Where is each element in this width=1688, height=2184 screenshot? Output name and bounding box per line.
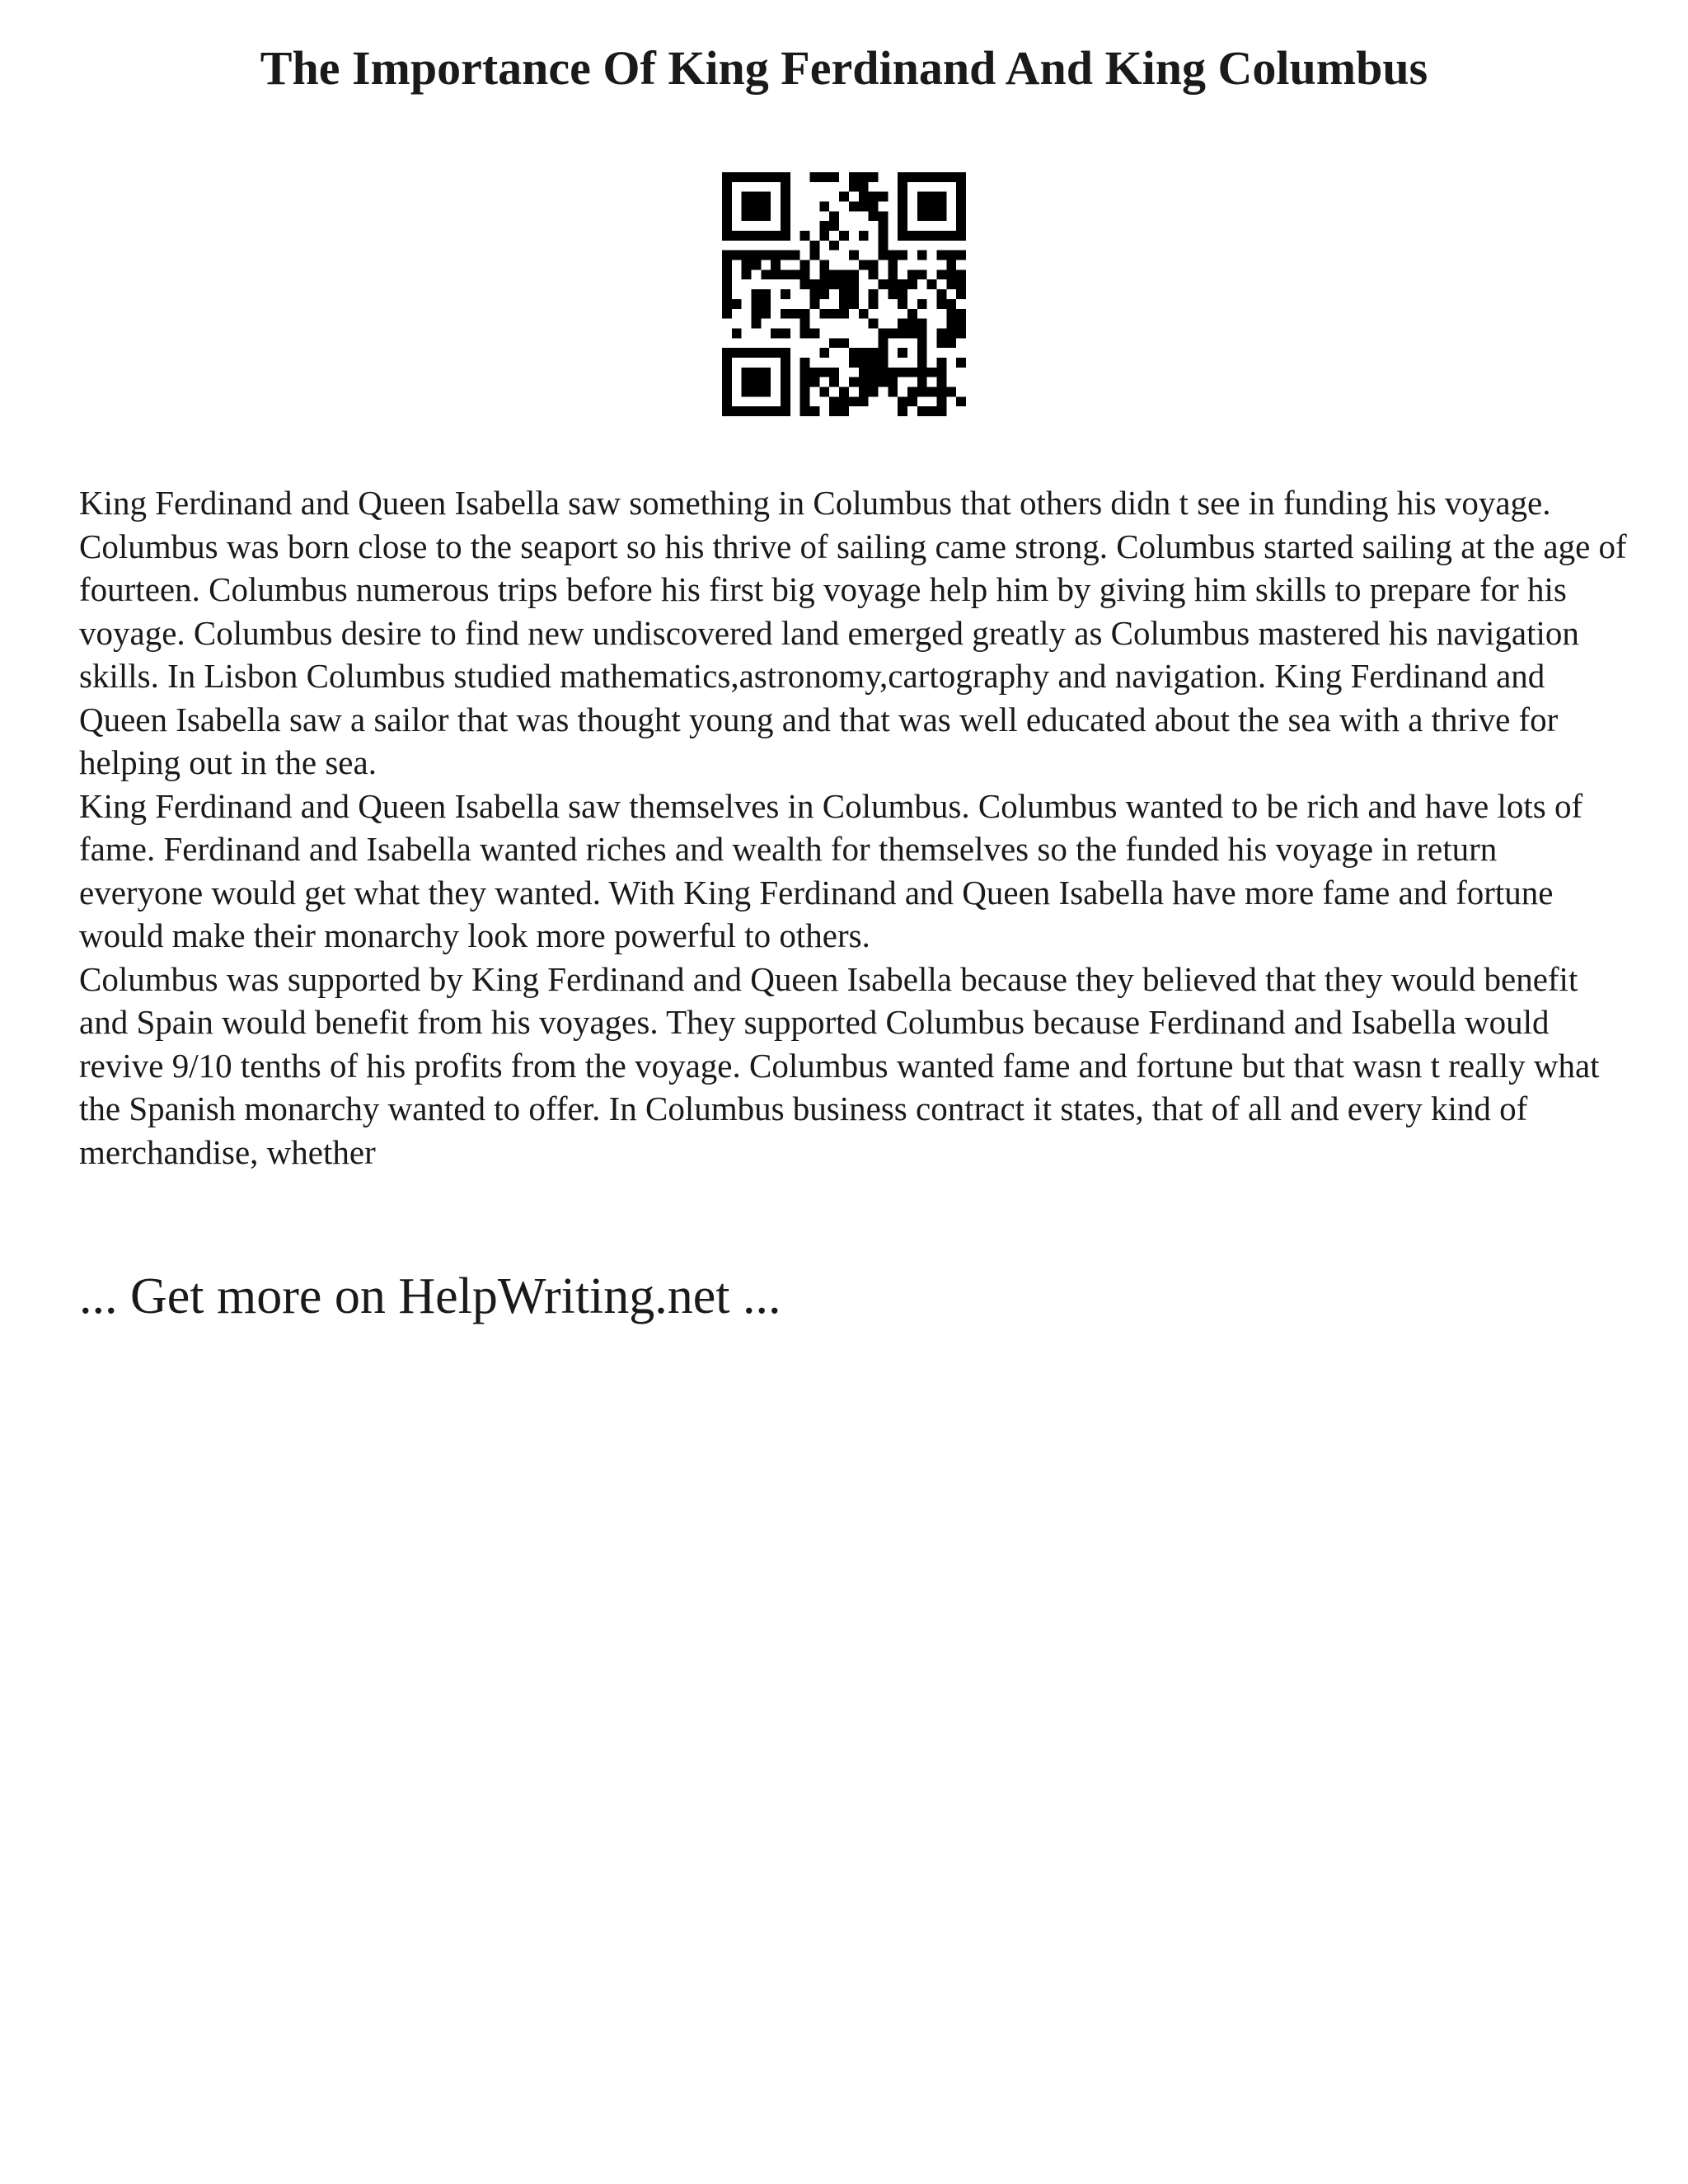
article-body	[79, 481, 1629, 1174]
paragraph: King Ferdinand and Queen Isabella saw something in Columbus that others didn t see in funding his voyage. Columbus was born close to the seaport so his thrive of sailing came strong. Columbus started sailing at the age of fourteen. Columbus numerous trips before his first big voyage help him by giving him skills to prepare for his voyage. Columbus desire to find new undiscovered land emerged greatly as Columbus mastered his navigation skills. In Lisbon Columbus studied mathematics,astronomy,cartography and navigation. King Ferdinand and Queen Isabella saw a sailor that was thought young and that was well educated about the sea with a thrive for helping out in the sea.	[79, 484, 1627, 781]
qr-code-graphic	[722, 172, 966, 416]
document-title: The Importance Of King Ferdinand And King Columbus	[260, 41, 1428, 95]
paragraph: King Ferdinand and Queen Isabella saw themselves in Columbus. Columbus wanted to be rich and have lots of fame. Ferdinand and Isabella wanted riches and wealth for themselves so the funded his voyage in return everyone would get what they wanted. With King Ferdinand and Queen Isabella have more fame and fortune would make their monarchy look more powerful to others.	[79, 786, 1583, 954]
get-more-link[interactable]: ... Get more on HelpWriting.net ...	[79, 1268, 781, 1324]
paragraph: Columbus was supported by King Ferdinand and Queen Isabella because they believed that they would benefit and Spain would benefit from his voyages. They supported Columbus because Ferdinand and Isabella would revive 9/10 tenths of his profits from the voyage. Columbus wanted fame and fortune but that wasn t really what the Spanish monarchy wanted to offer. In Columbus business contract it states, that of all and every kind of merchandise, whether	[79, 959, 1600, 1171]
qr-code-icon[interactable]	[722, 172, 966, 416]
